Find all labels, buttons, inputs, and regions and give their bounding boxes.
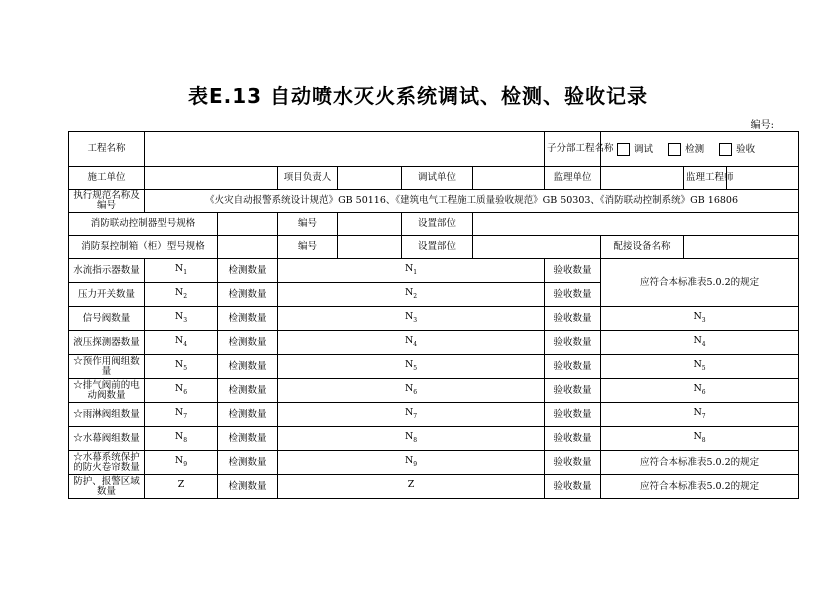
accept-standard-text: 应符合本标准表5.0.2的规定 — [601, 451, 799, 475]
inspect-qty-label: 检测数量 — [218, 283, 278, 307]
inspect-qty-value — [278, 307, 545, 331]
linkage-number-value[interactable] — [338, 213, 402, 236]
inspect-qty-symbol: N — [404, 454, 414, 466]
inspect-qty-symbol: N — [404, 334, 414, 346]
accept-qty-sub: 7 — [701, 412, 706, 420]
inspect-qty-sub: 5 — [413, 364, 418, 372]
item-row — [69, 331, 799, 355]
item-quantity-sub: 1 — [183, 268, 188, 276]
inspect-qty-sub: 7 — [413, 412, 418, 420]
inspect-qty-sub: 8 — [413, 436, 418, 444]
item-quantity-sub: 4 — [183, 340, 188, 348]
accept-qty-sub: 6 — [701, 388, 706, 396]
accept-qty-label: 验收数量 — [545, 475, 601, 499]
item-quantity-sub: 7 — [183, 412, 188, 420]
check-inspect[interactable]: 检测 — [656, 143, 704, 156]
pump-location-value[interactable] — [473, 236, 601, 259]
checkbox-icon[interactable] — [668, 143, 681, 156]
check-accept[interactable]: 验收 — [707, 143, 755, 156]
checkbox-icon[interactable] — [719, 143, 732, 156]
supervision-engineer-label: 监理工程师 — [684, 167, 727, 190]
inspect-qty-value — [278, 283, 545, 307]
accept-qty-symbol: N — [693, 334, 702, 346]
inspect-qty-sub: 6 — [413, 388, 418, 396]
item-label: 防护、报警区域数量 — [69, 475, 145, 499]
checkbox-icon[interactable] — [617, 143, 630, 156]
item-row — [69, 379, 799, 403]
accept-qty-label: 验收数量 — [545, 427, 601, 451]
item-quantity-sub: 2 — [183, 292, 188, 300]
accept-standard-text: 应符合本标准表5.0.2的规定 — [601, 475, 799, 499]
project-name-value[interactable] — [145, 132, 545, 167]
item-quantity — [145, 355, 218, 379]
item-quantity-symbol: N — [174, 310, 184, 322]
inspect-qty-label: 检测数量 — [218, 427, 278, 451]
equipment-value[interactable] — [684, 236, 799, 259]
inspect-qty-symbol: N — [404, 262, 414, 274]
inspect-qty-symbol: N — [404, 286, 414, 298]
item-quantity — [145, 451, 218, 475]
linkage-location-label: 设置部位 — [402, 213, 473, 236]
accept-qty-value — [601, 403, 799, 427]
inspect-qty-label: 检测数量 — [218, 259, 278, 283]
inspect-qty-label: 检测数量 — [218, 331, 278, 355]
inspect-qty-label: 检测数量 — [218, 307, 278, 331]
item-label: 水流指示器数量 — [69, 259, 145, 283]
inspect-qty-label: 检测数量 — [218, 379, 278, 403]
item-label: ☆雨淋阀组数量 — [69, 403, 145, 427]
accept-qty-label: 验收数量 — [545, 307, 601, 331]
item-quantity-symbol: N — [174, 406, 184, 418]
accept-qty-value — [601, 307, 799, 331]
item-label: 压力开关数量 — [69, 283, 145, 307]
item-quantity-sub: 9 — [183, 460, 188, 468]
item-quantity-sub: 8 — [183, 436, 188, 444]
accept-standard-text: 应符合本标准表5.0.2的规定 — [601, 259, 799, 307]
inspect-qty-symbol: N — [404, 382, 414, 394]
item-label: ☆水幕系统保护的防火卷帘数量 — [69, 451, 145, 475]
accept-qty-symbol: N — [693, 406, 702, 418]
item-quantity-sub: 3 — [183, 316, 188, 324]
inspect-qty-sub: 3 — [413, 316, 418, 324]
standard-value: 《火灾自动报警系统设计规范》GB 50116、《建筑电气工程施工质量验收规范》GB 50303、《消防联动控制系统》GB 16806 — [145, 190, 799, 213]
inspect-qty-symbol: N — [404, 430, 414, 442]
inspect-qty-value — [278, 451, 545, 475]
inspect-qty-sub: 2 — [413, 292, 418, 300]
item-quantity-symbol: N — [174, 358, 184, 370]
inspect-qty-symbol: Z — [407, 478, 415, 490]
item-quantity-symbol: N — [174, 286, 184, 298]
accept-qty-sub: 3 — [701, 316, 706, 324]
linkage-number-label: 编号 — [278, 213, 338, 236]
debug-unit-value[interactable] — [473, 167, 545, 190]
item-quantity — [145, 259, 218, 283]
item-row — [69, 355, 799, 379]
accept-qty-symbol: N — [693, 358, 702, 370]
project-leader-value[interactable] — [338, 167, 402, 190]
inspect-qty-sub: 9 — [413, 460, 418, 468]
accept-qty-symbol: N — [693, 310, 702, 322]
supervision-unit-value[interactable] — [601, 167, 684, 190]
accept-qty-label: 验收数量 — [545, 355, 601, 379]
inspect-qty-sub: 4 — [413, 340, 418, 348]
accept-qty-label: 验收数量 — [545, 331, 601, 355]
debug-unit-label: 调试单位 — [402, 167, 473, 190]
accept-qty-sub: 5 — [701, 364, 706, 372]
inspect-qty-value — [278, 427, 545, 451]
item-quantity-symbol: N — [174, 430, 184, 442]
inspect-qty-value — [278, 355, 545, 379]
item-quantity — [145, 283, 218, 307]
item-quantity-sub: 6 — [183, 388, 188, 396]
pump-number-value[interactable] — [338, 236, 402, 259]
item-quantity-sub: 5 — [183, 364, 188, 372]
item-quantity-symbol: N — [174, 382, 184, 394]
accept-qty-label: 验收数量 — [545, 283, 601, 307]
supervision-unit-label: 监理单位 — [545, 167, 601, 190]
item-quantity-symbol: Z — [177, 478, 185, 490]
project-name-label: 工程名称 — [69, 132, 145, 167]
form-title: 表E.13 自动喷水灭火系统调试、检测、验收记录 — [187, 84, 649, 108]
pump-number-label: 编号 — [278, 236, 338, 259]
inspect-qty-label: 检测数量 — [218, 451, 278, 475]
inspect-qty-symbol: N — [404, 406, 414, 418]
item-row — [69, 475, 799, 499]
inspect-qty-sub: 1 — [413, 268, 418, 276]
inspect-qty-label: 检测数量 — [218, 475, 278, 499]
item-quantity-symbol: N — [174, 262, 184, 274]
item-label: 液压探测器数量 — [69, 331, 145, 355]
project-leader-label: 项目负责人 — [278, 167, 338, 190]
accept-qty-sub: 4 — [701, 340, 706, 348]
item-quantity-symbol: N — [174, 454, 184, 466]
pump-location-label: 设置部位 — [402, 236, 473, 259]
accept-qty-value — [601, 355, 799, 379]
item-label: 信号阀数量 — [69, 307, 145, 331]
item-label: ☆水幕阀组数量 — [69, 427, 145, 451]
inspect-qty-value — [278, 379, 545, 403]
item-quantity — [145, 379, 218, 403]
supervision-engineer-value[interactable] — [727, 167, 799, 190]
construction-unit-value[interactable] — [145, 167, 278, 190]
accept-qty-sub: 8 — [701, 436, 706, 444]
accept-qty-symbol: N — [693, 430, 702, 442]
item-row — [69, 451, 799, 475]
item-row — [69, 427, 799, 451]
check-options — [601, 132, 799, 167]
item-quantity — [145, 475, 218, 499]
linkage-location-value[interactable] — [473, 213, 799, 236]
item-label: ☆预作用阀组数量 — [69, 355, 145, 379]
accept-qty-value — [601, 331, 799, 355]
inspect-qty-label: 检测数量 — [218, 355, 278, 379]
item-label: ☆排气阀前的电动阀数量 — [69, 379, 145, 403]
item-row — [69, 403, 799, 427]
inspect-qty-value — [278, 403, 545, 427]
inspect-qty-symbol: N — [404, 358, 414, 370]
item-row — [69, 307, 799, 331]
item-quantity — [145, 403, 218, 427]
accept-qty-symbol: N — [693, 382, 702, 394]
pump-cabinet-value[interactable] — [218, 236, 278, 259]
inspect-qty-label: 检测数量 — [218, 403, 278, 427]
equipment-label: 配接设备名称 — [601, 236, 684, 259]
linkage-controller-value[interactable] — [218, 213, 278, 236]
inspect-qty-value — [278, 475, 545, 499]
accept-qty-label: 验收数量 — [545, 403, 601, 427]
item-quantity-symbol: N — [174, 334, 184, 346]
accept-qty-label: 验收数量 — [545, 259, 601, 283]
item-quantity — [145, 307, 218, 331]
linkage-controller-label: 消防联动控制器型号规格 — [69, 213, 218, 236]
construction-unit-label: 施工单位 — [69, 167, 145, 190]
accept-qty-label: 验收数量 — [545, 379, 601, 403]
accept-qty-value — [601, 427, 799, 451]
accept-qty-label: 验收数量 — [545, 451, 601, 475]
inspect-qty-value — [278, 331, 545, 355]
standard-label: 执行规范名称及编号 — [69, 190, 145, 213]
record-table — [68, 131, 799, 499]
item-quantity — [145, 427, 218, 451]
inspect-qty-value — [278, 259, 545, 283]
accept-qty-value — [601, 379, 799, 403]
sub-project-label: 子分部工程名称 — [545, 132, 601, 167]
serial-number-label: 编号: — [750, 120, 774, 131]
pump-cabinet-label: 消防泵控制箱（柜）型号规格 — [69, 236, 218, 259]
item-row — [69, 259, 799, 283]
item-quantity — [145, 331, 218, 355]
inspect-qty-symbol: N — [404, 310, 414, 322]
check-debug[interactable]: 调试 — [605, 143, 653, 156]
